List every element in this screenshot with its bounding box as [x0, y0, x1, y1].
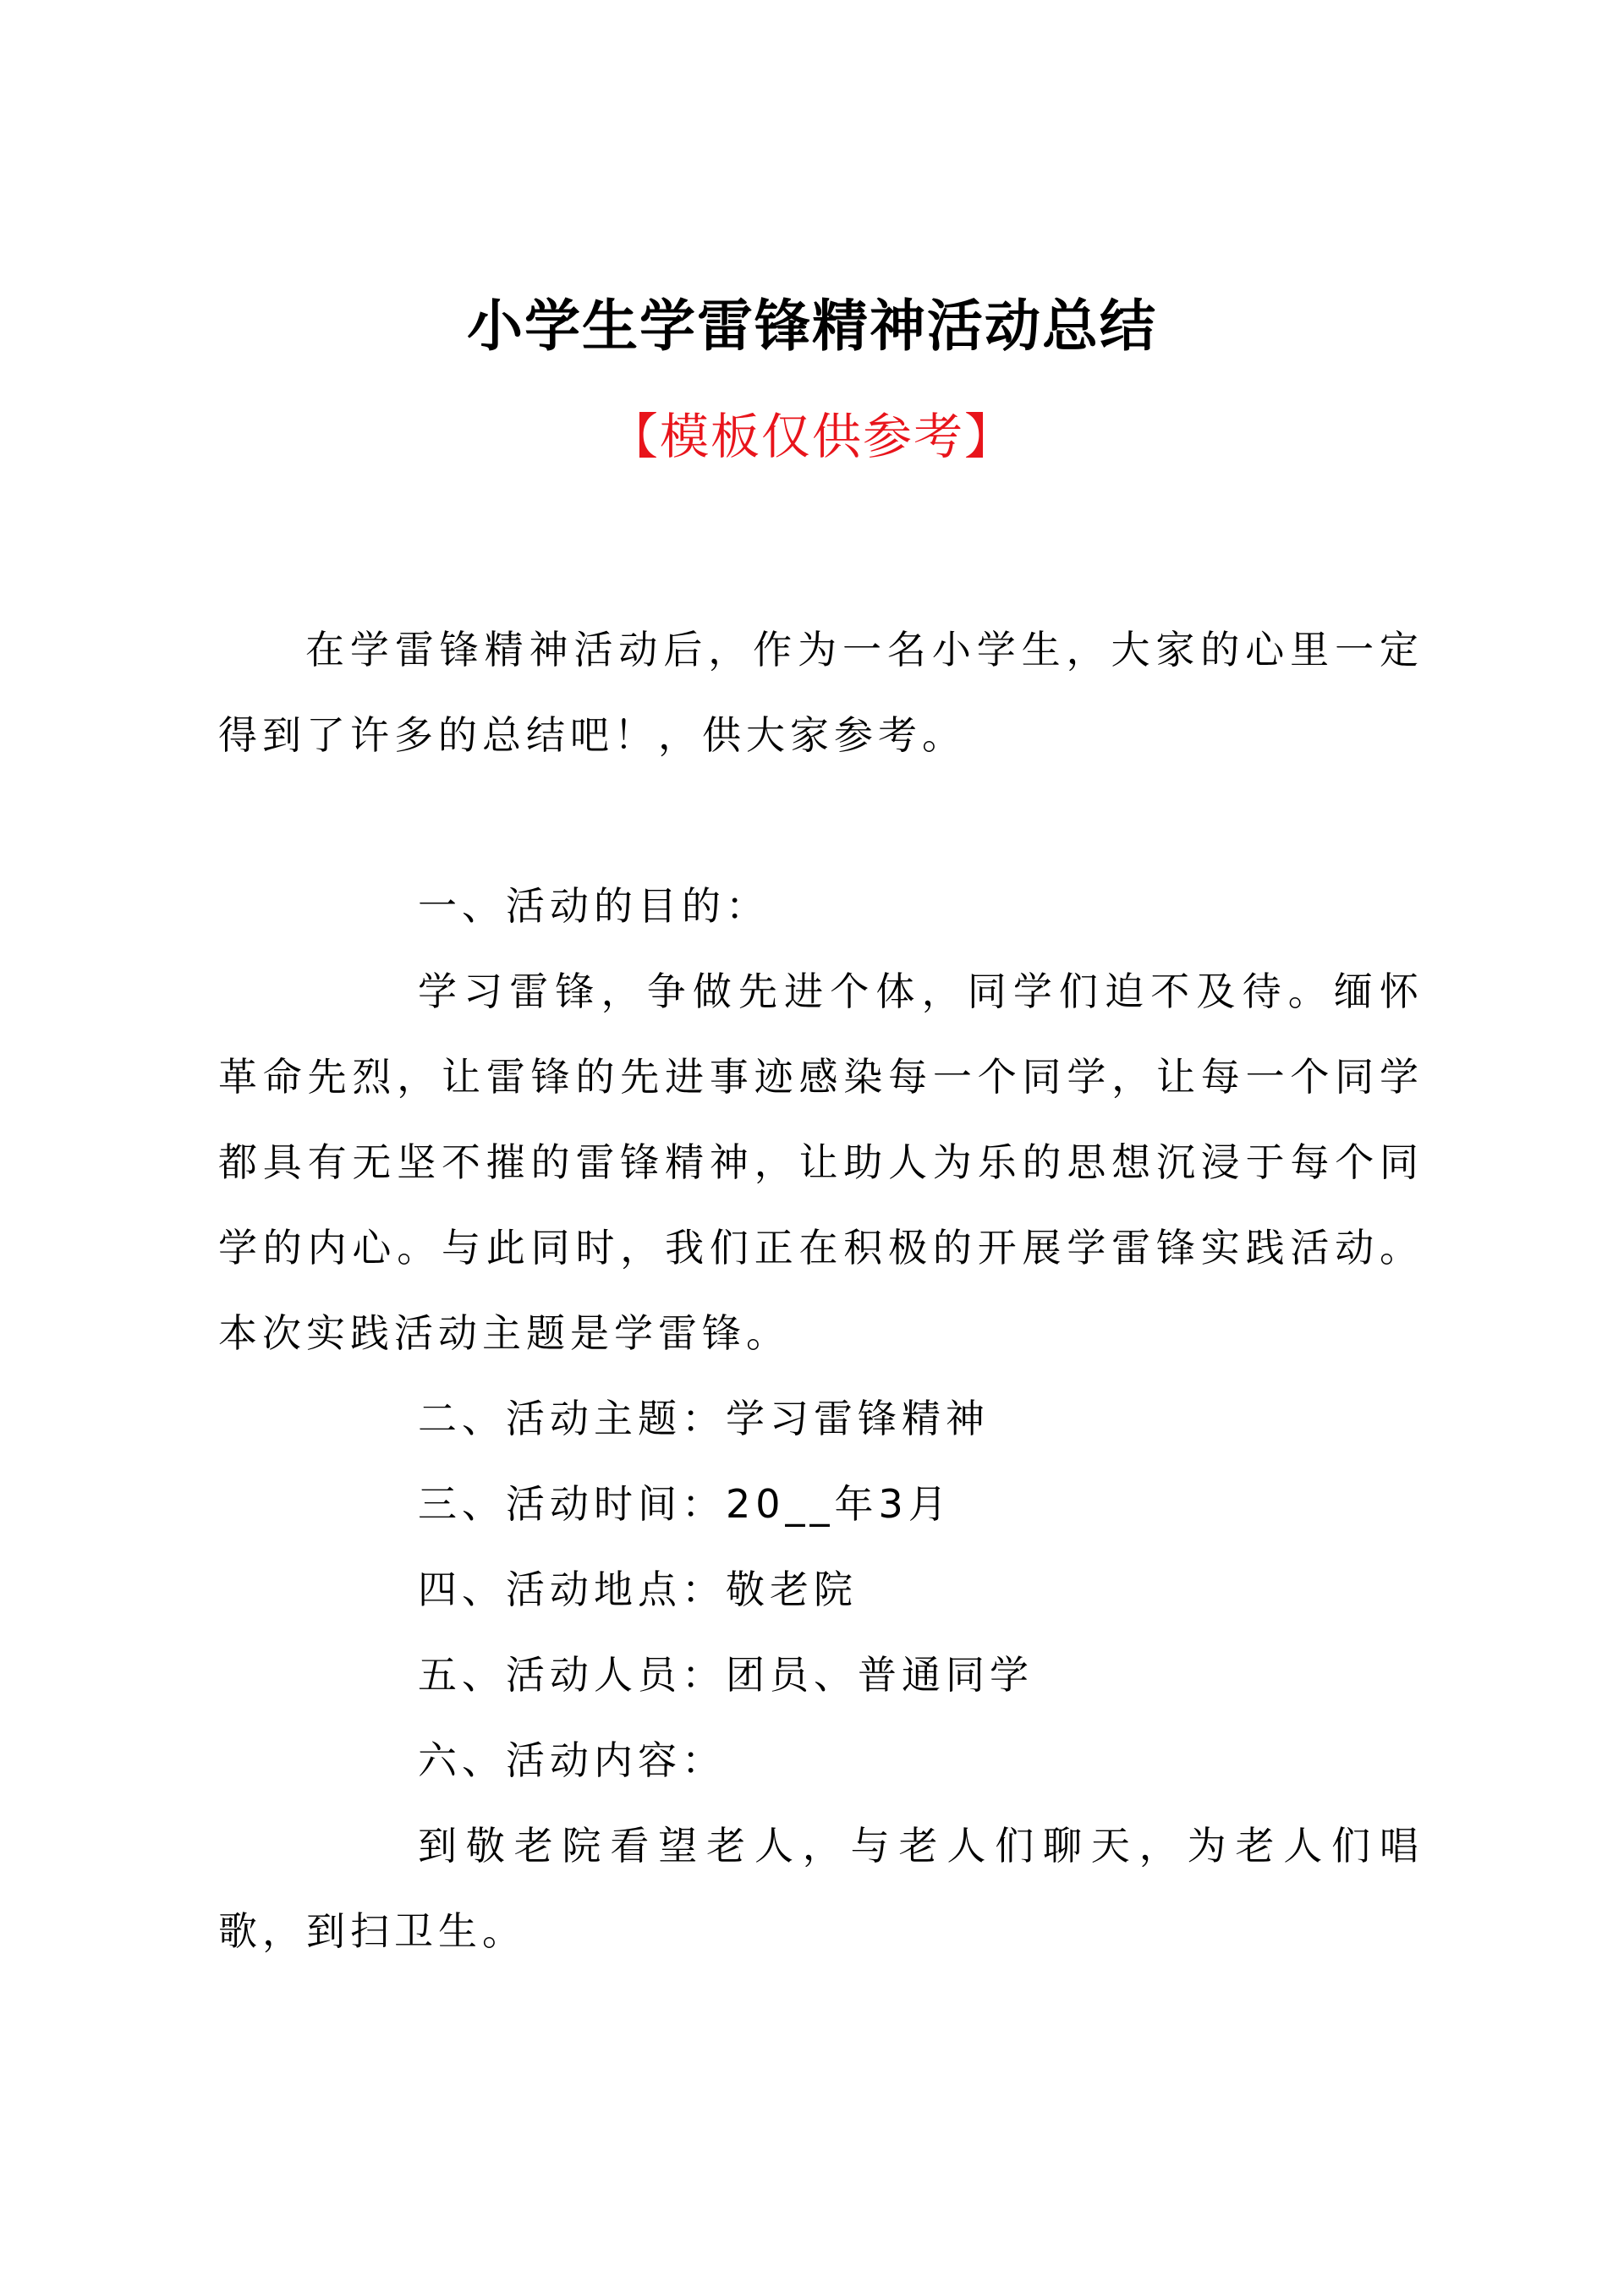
section-theme: 二、活动主题：学习雷锋精神: [418, 1396, 990, 1441]
section-body-purpose: 学习雷锋，争做先进个体，同学们迫不及待。缅怀革命先烈，让雷锋的先进事迹感染每一个同学，让每一个同学都具有无坚不摧的雷锋精神，让助人为乐的思想沉浸于每个同学的内心。与此同时，我们正在积极的开展学雷锋实践活动。本次实践活动主题是学雷锋。: [218, 969, 1424, 1356]
section-time: 三、活动时间：20__年3月: [418, 1481, 952, 1527]
blank-line: [218, 778, 1424, 864]
section-location: 四、活动地点：敬老院: [418, 1567, 858, 1612]
section-heading-purpose: 一、活动的目的：: [418, 883, 770, 929]
section-participants: 五、活动人员：团员、普通同学: [418, 1652, 1034, 1698]
intro-paragraph: 在学雷锋精神活动后，作为一名小学生，大家的心里一定得到了许多的总结吧！，供大家参考。: [218, 627, 1424, 758]
template-notice: 【模板仅供参考】: [608, 408, 1015, 465]
document-title: 小学生学雷锋精神活动总结: [467, 293, 1157, 359]
section-body-content: 到敬老院看望老人，与老人们聊天，为老人们唱歌，到扫卫生。: [218, 1823, 1424, 1954]
document-body: [218, 607, 1424, 1974]
section-heading-content: 六、活动内容：: [418, 1737, 726, 1783]
